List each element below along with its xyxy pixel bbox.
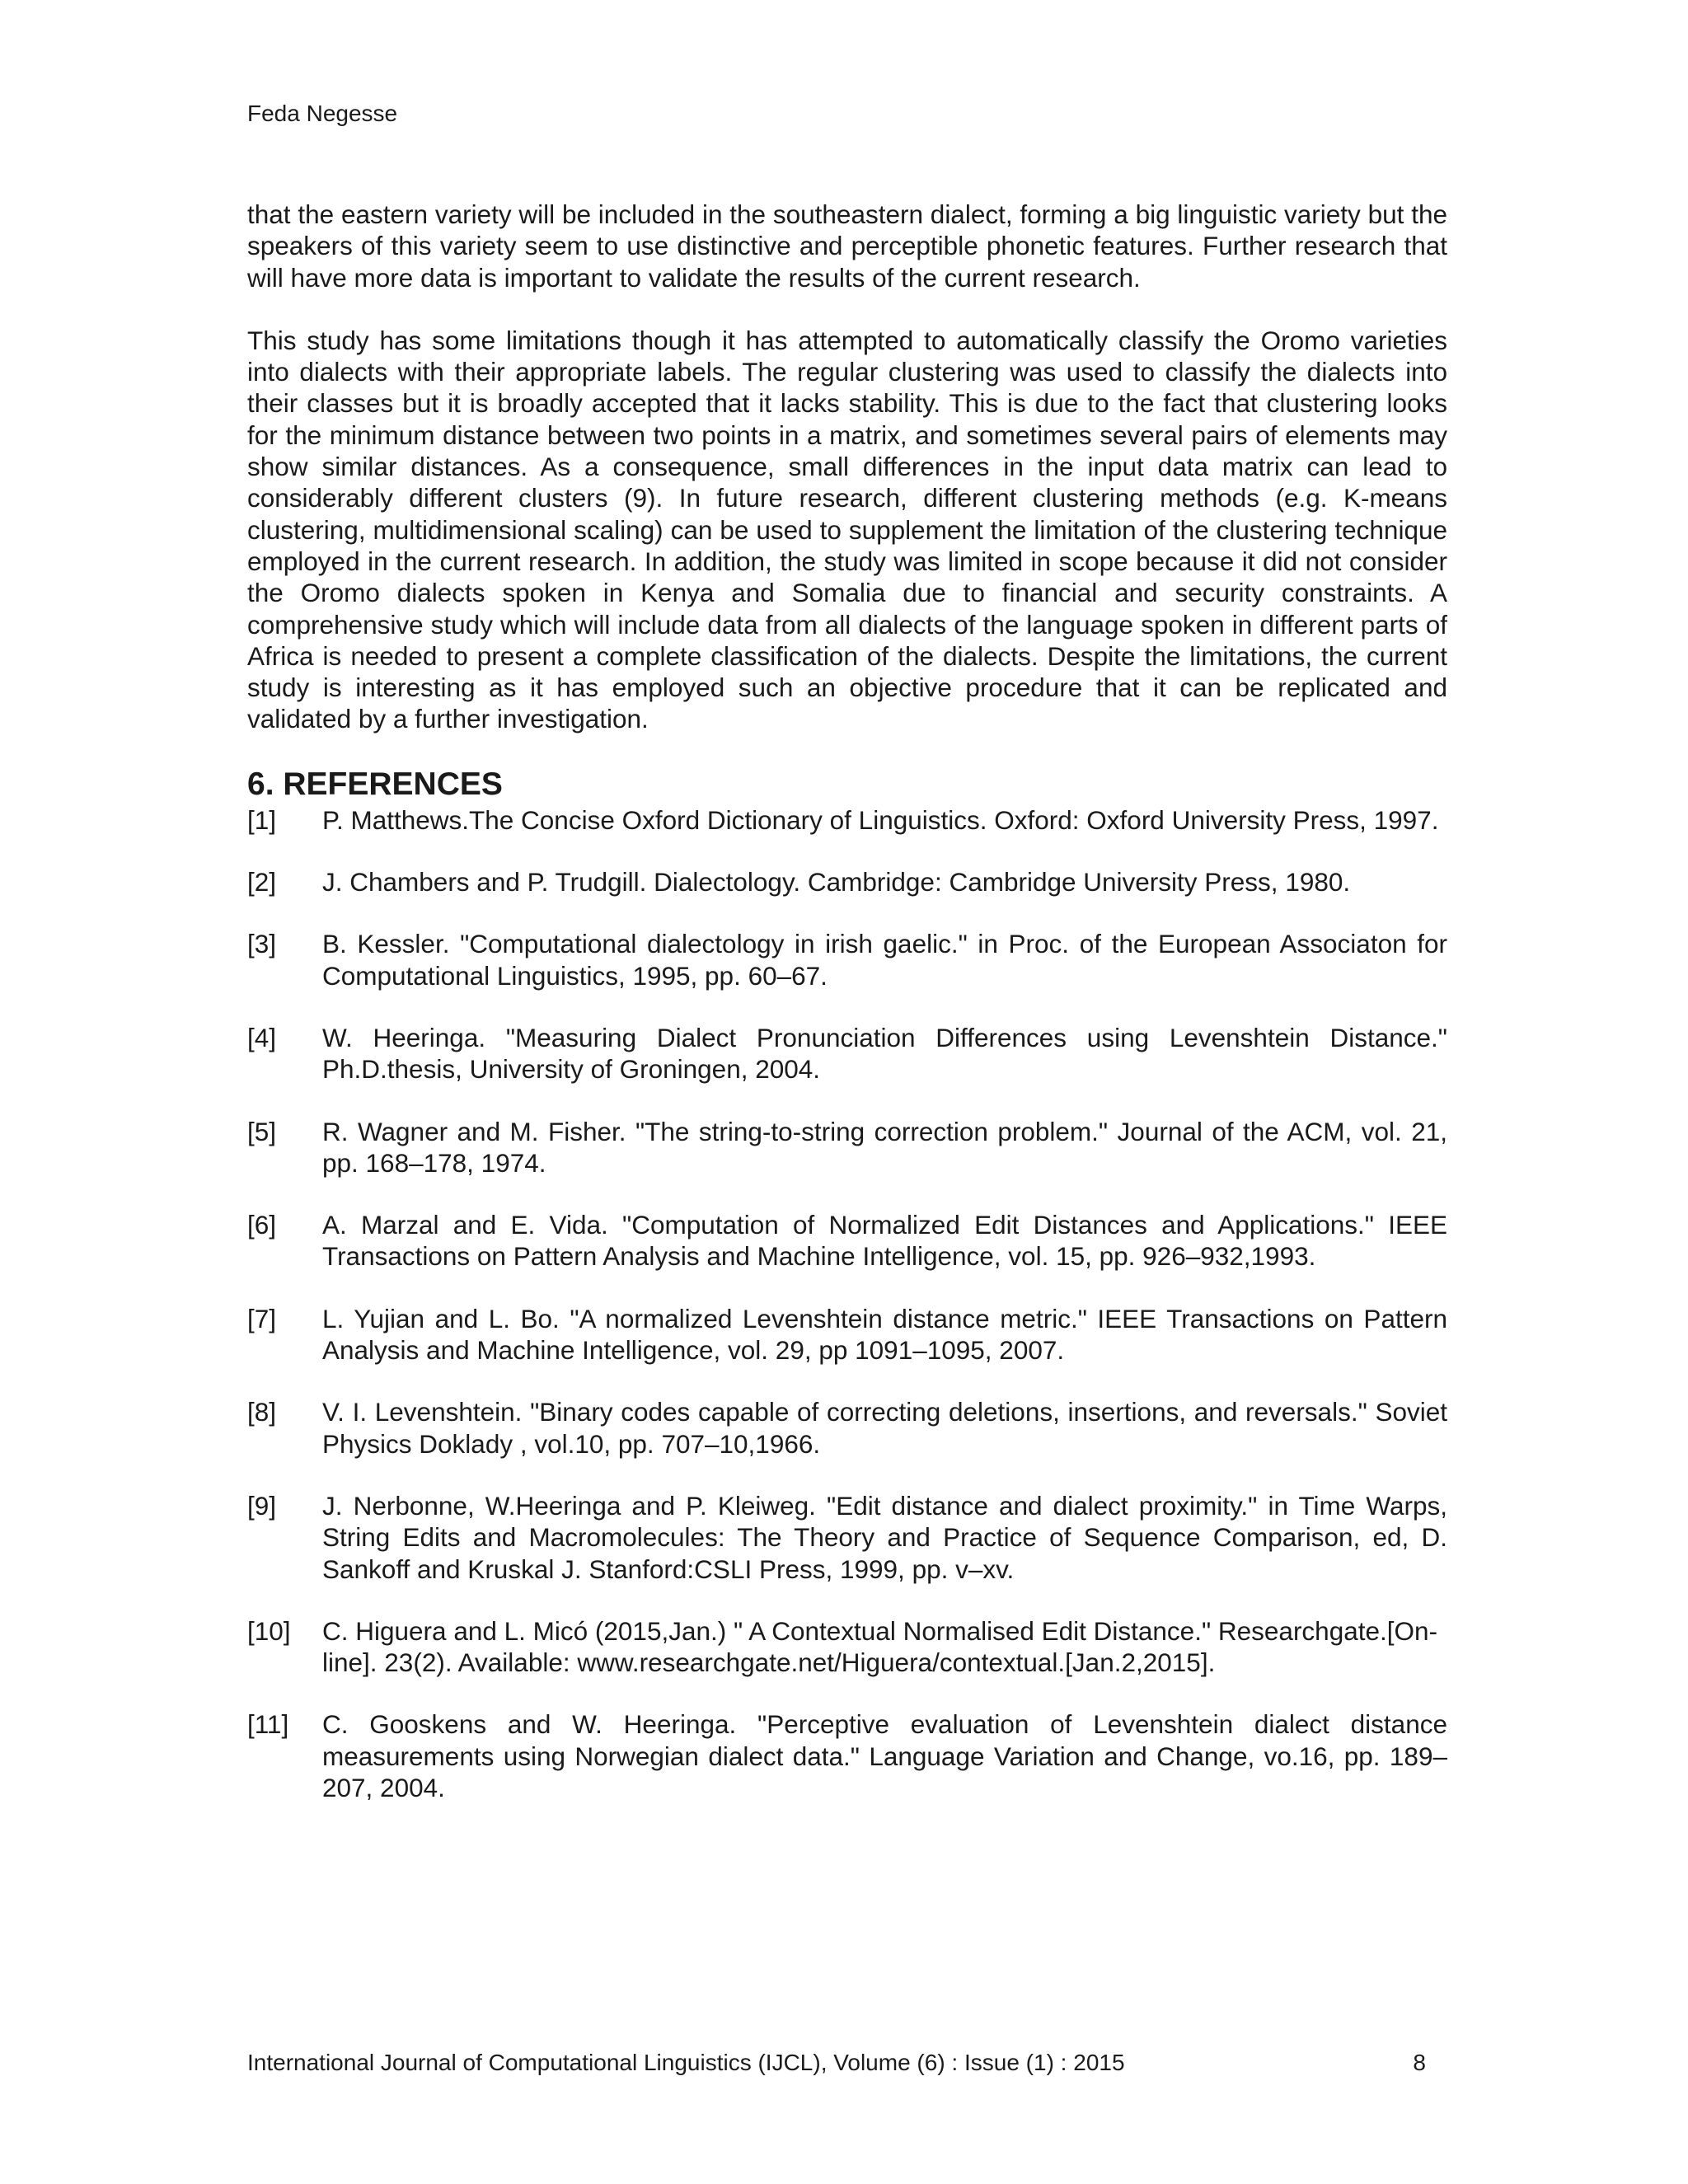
reference-number: [7] — [247, 1303, 277, 1333]
page-number: 8 — [1413, 2050, 1426, 2075]
reference-item — [247, 1396, 1447, 1460]
reference-item — [247, 1303, 1447, 1366]
paragraph: that the eastern variety will be included in the southeastern dialect, forming a big linguistic variety but the speakers of this variety seem to use distinctive and perceptible phonetic features. Further research that will have more data is important to validate the results of the current research. — [247, 199, 1447, 293]
reference-item — [247, 1022, 1447, 1085]
reference-item — [247, 1209, 1447, 1272]
reference-number: [1] — [247, 804, 277, 835]
reference-text: C. Higuera and L. Micó (2015,Jan.) " A Contextual Normalised Edit Distance." Researchgate.[On-line]. 23(2). Available: www.researchgate.net/Higuera/contextual.[Jan.2,2015]. — [322, 1615, 1438, 1678]
reference-text: A. Marzal and E. Vida. "Computation of Normalized Edit Distances and Applications." IEEE Transactions on Pattern Analysis and Machine Intelligence, vol. 15, pp. 926–932,1993. — [322, 1210, 1447, 1272]
reference-text: V. I. Levenshtein. "Binary codes capable of correcting deletions, insertions, and reversals." Soviet Physics Doklady , vol.10, pp. 707–10,1966. — [322, 1397, 1447, 1459]
paragraph: This study has some limitations though it has attempted to automatically classify the Oromo varieties into dialects with their appropriate labels. The regular clustering was used to classify the dialects into their classes but it is broadly accepted that it lacks stability. This is due to the fact that clustering looks for the minimum distance between two points in a matrix, and sometimes several pairs of elements may show similar distances. As a consequence, small differences in the input data matrix can lead to considerably different clusters (9). In future research, different clustering methods (e.g. K-means clustering, multidimensional scaling) can be used to supplement the limitation of the clustering technique employed in the current research. In addition, the study was limited in scope because it did not consider the Oromo dialects spoken in Kenya and Somalia due to financial and security constraints. A comprehensive study which will include data from all dialects of the language spoken in different parts of Africa is needed to present a complete classification of the dialects. Despite the limitations, the current study is interesting as it has employed such an objective procedure that it can be replicated and validated by a further investigation. — [247, 325, 1447, 734]
reference-number: [9] — [247, 1490, 277, 1521]
running-head-author: Feda Negesse — [247, 101, 398, 126]
reference-text: B. Kessler. "Computational dialectology in irish gaelic." in Proc. of the European Associaton for Computational Linguistics, 1995, pp. 60–67. — [322, 929, 1447, 991]
reference-text: J. Nerbonne, W.Heeringa and P. Kleiweg. "Edit distance and dialect proximity." in Time Warps, String Edits and Macromolecules: The Theory and Practice of Sequence Comparison, ed, D. Sankoff and Kruskal J. Stanford:CSLI Press, 1999, pp. v–xv. — [322, 1490, 1447, 1584]
section-title-references: 6. REFERENCES — [247, 766, 503, 802]
reference-item — [247, 1615, 1447, 1679]
reference-item — [247, 866, 1447, 898]
reference-item — [247, 1116, 1447, 1179]
reference-number: [8] — [247, 1397, 277, 1427]
reference-text: J. Chambers and P. Trudgill. Dialectology. Cambridge: Cambridge University Press, 1980. — [322, 867, 1351, 898]
reference-text: L. Yujian and L. Bo. "A normalized Levenshtein distance metric." IEEE Transactions on Pattern Analysis and Machine Intelligence, vol. 29, pp 1091–1095, 2007. — [322, 1303, 1447, 1366]
reference-text: W. Heeringa. "Measuring Dialect Pronunciation Differences using Levenshtein Distance." Ph.D.thesis, University of Groningen, 2004. — [322, 1022, 1447, 1085]
reference-list — [247, 804, 1447, 1804]
reference-number: [11] — [247, 1709, 289, 1740]
reference-number: [3] — [247, 929, 277, 959]
main-content — [247, 199, 1447, 1834]
reference-number: [2] — [247, 867, 277, 898]
reference-item — [247, 928, 1447, 991]
reference-text: R. Wagner and M. Fisher. "The string-to-string correction problem." Journal of the ACM, vol. 21, pp. 168–178, 1974. — [322, 1116, 1447, 1178]
reference-number: [10] — [247, 1615, 291, 1646]
reference-item — [247, 1490, 1447, 1585]
reference-text: C. Gooskens and W. Heeringa. "Perceptive evaluation of Levenshtein dialect distance measurements using Norwegian dialect data." Language Variation and Change, vo.16, pp. 189–207, 2004. — [322, 1709, 1447, 1802]
reference-number: [4] — [247, 1022, 277, 1052]
footer-journal-citation: International Journal of Computational Linguistics (IJCL), Volume (6) : Issue (1) : 2015 — [247, 2050, 1125, 2075]
reference-text: P. Matthews.The Concise Oxford Dictionary of Linguistics. Oxford: Oxford University Press, 1997. — [322, 804, 1439, 835]
reference-number: [6] — [247, 1210, 277, 1240]
reference-item — [247, 1708, 1447, 1803]
reference-item — [247, 804, 1447, 836]
reference-number: [5] — [247, 1116, 277, 1146]
